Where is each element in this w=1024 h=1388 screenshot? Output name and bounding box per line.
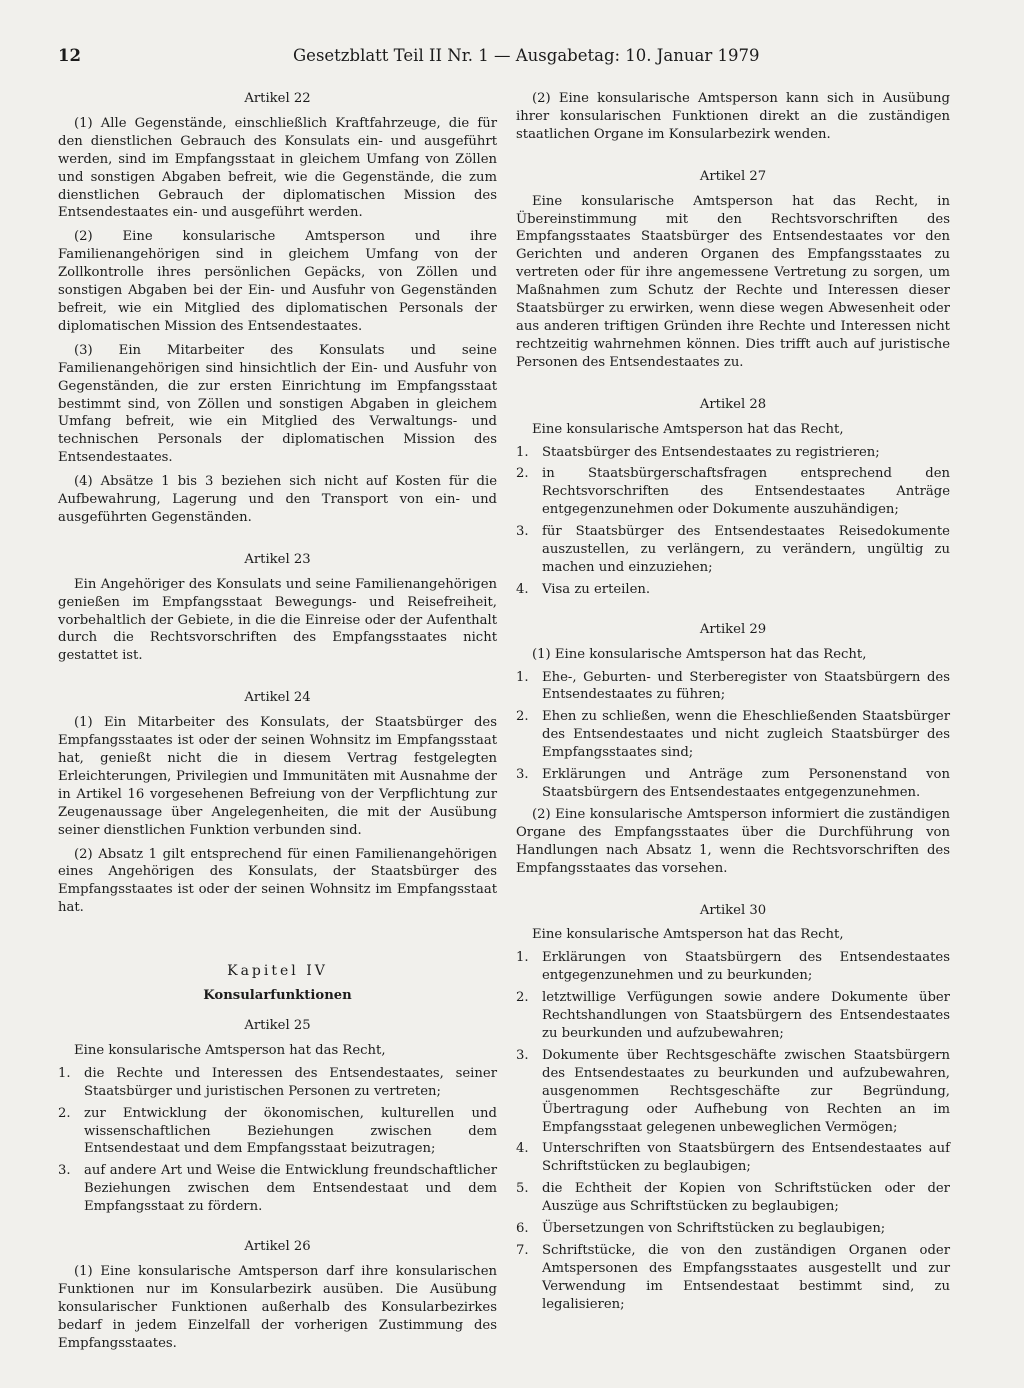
- chapter-label: Kapitel IV: [227, 963, 328, 980]
- list-item-text: in Staatsbürgerschaftsfragen entsprechend den Rechtsvorschriften des Entsendestaates Anträge entgegenzunehmen oder Dokumente auszuhändigen;: [542, 466, 950, 518]
- list-item: [516, 581, 950, 599]
- list-item-text: zur Entwicklung der ökonomischen, kulturellen und wissenschaftlichen Beziehungen zwischen dem Entsendestaat und dem Empfangsstaat beizutragen;: [84, 1105, 497, 1157]
- list-item: [516, 669, 950, 705]
- list-item-number: 1.: [516, 669, 529, 685]
- article-29-paragraph-2: (2) Eine konsularische Amtsperson informiert die zuständigen Organe des Empfangsstaates über die Durchführung von Handlungen nach Absatz 1, wenn die Rechtsvorschriften des Empfangsstaates das vorsehen.: [516, 806, 950, 876]
- list-item: [516, 523, 950, 577]
- article-26-paragraph-1: (1) Eine konsularische Amtsperson darf ihre konsularischen Funktionen nur im Konsularbezirk ausüben. Die Ausübung konsularischer Funktionen außerhalb des Konsularbezirkes bedarf in jedem Einzelfall der vorherigen Zustimmung des Empfangsstaates.: [58, 1263, 497, 1351]
- article-24-heading: Artikel 24: [244, 690, 311, 706]
- list-item: [58, 1105, 497, 1159]
- article-25-intro: Eine konsularische Amtsperson hat das Recht,: [74, 1042, 386, 1058]
- article-22-paragraph-3: (3) Ein Mitarbeiter des Konsulats und seine Familienangehörigen sind hinsichtlich der Ein- und Ausfuhr von Gegenständen, die zur ersten Einrichtung im Empfangsstaat bestimmt sind, von Zöllen und sonstigen Abgaben in gleichem Umfang befreit, wie ein Mitglied des Verwaltungs- und technischen Personals der diplomatischen Mission des Entsendestaates.: [58, 342, 497, 466]
- page-number: 12: [58, 46, 81, 65]
- list-item-number: 2.: [516, 466, 529, 482]
- list-item-number: 1.: [58, 1065, 71, 1081]
- article-28-intro: Eine konsularische Amtsperson hat das Recht,: [532, 421, 844, 437]
- list-item: [516, 989, 950, 1043]
- list-item-number: 1.: [516, 444, 529, 460]
- right-column: [516, 90, 950, 1318]
- list-item: [516, 949, 950, 985]
- chapter-title: Konsularfunktionen: [203, 988, 352, 1004]
- list-item-text: Ehe-, Geburten- und Sterberegister von Staatsbürgern des Entsendestaates zu führen;: [542, 669, 950, 703]
- article-30-intro: Eine konsularische Amtsperson hat das Recht,: [532, 927, 844, 943]
- list-item: [516, 708, 950, 762]
- list-item: [516, 1220, 950, 1238]
- article-27-paragraph-1: Eine konsularische Amtsperson hat das Recht, in Übereinstimmung mit den Rechtsvorschriften des Empfangsstaates Staatsbürger des Entsendestaates vor den Gerichten und anderen Organen des Empfangsstaates zu vertreten oder für ihre angemessene Vertretung zu sorgen, um Maßnahmen zum Schutz der Rechte und Interessen dieser Staatsbürger zu erwirken, wenn diese wegen Abwesenheit oder aus anderen triftigen Gründen ihre Rechte und Interessen nicht rechtzeitig wahrnehmen können. Dies trifft auch auf juristische Personen des Entsendestaates zu.: [516, 193, 950, 370]
- list-item: [516, 1140, 950, 1176]
- article-29-intro: (1) Eine konsularische Amtsperson hat das Recht,: [532, 646, 867, 662]
- list-item-text: die Echtheit der Kopien von Schriftstücken oder der Auszüge aus Schriftstücken zu beglaubigen;: [542, 1181, 950, 1215]
- list-item: [516, 766, 950, 802]
- list-item: [58, 1162, 497, 1216]
- article-22-paragraph-1: (1) Alle Gegenstände, einschließlich Kraftfahrzeuge, die für den dienstlichen Gebrauch des Konsulats ein- und ausgeführt werden, sind im Empfangsstaat in gleichem Umfang von Zöllen und sonstigen Abgaben befreit, wie die Gegenstände, die zum dienstlichen Gebrauch der diplomatischen Mission des Entsendestaates ein- und ausgeführt werden.: [58, 115, 497, 221]
- list-item-number: 2.: [516, 990, 529, 1006]
- list-item-number: 3.: [58, 1163, 71, 1179]
- list-item: [516, 1047, 950, 1137]
- list-item-text: Erklärungen und Anträge zum Personenstand von Staatsbürgern des Entsendestaates entgegenzunehmen.: [542, 767, 950, 800]
- article-22-heading: Artikel 22: [244, 91, 311, 106]
- article-26-heading: Artikel 26: [244, 1239, 311, 1255]
- list-item-text: Staatsbürger des Entsendestaates zu registrieren;: [542, 444, 880, 460]
- list-item-text: Erklärungen von Staatsbürgern des Entsendestaates entgegenzunehmen und zu beurkunden;: [542, 950, 950, 984]
- article-28-heading: Artikel 28: [699, 396, 767, 412]
- article-22-paragraph-4: (4) Absätze 1 bis 3 beziehen sich nicht auf Kosten für die Aufbewahrung, Lagerung und den Transport von ein- und ausgeführten Gegenständen.: [58, 474, 497, 525]
- list-item-number: 4.: [516, 1141, 529, 1157]
- article-25-heading: Artikel 25: [244, 1017, 311, 1033]
- list-item: [58, 1065, 497, 1101]
- list-item: [516, 1180, 950, 1216]
- article-24-paragraph-2: (2) Absatz 1 gilt entsprechend für einen Familienangehörigen eines Angehörigen des Konsulats, der Staatsbürger des Empfangsstaates ist oder der seinen Wohnsitz im Empfangsstaat hat.: [58, 846, 497, 916]
- list-item-number: 5.: [516, 1181, 529, 1197]
- list-item-text: Schriftstücke, die von den zuständigen Organen oder Amtspersonen des Empfangsstaates ausgestellt und zur Verwendung im Entsendestaat bestimmt sind, zu legalisieren;: [542, 1242, 950, 1312]
- page-header: [58, 46, 958, 72]
- article-29-heading: Artikel 29: [699, 621, 767, 637]
- list-item-text: Dokumente über Rechtsgeschäfte zwischen Staatsbürgern des Entsendestaates zu beurkunden und aufzubewahren, ausgenommen Rechtsgeschäfte zur Begründung, Übertragung oder Aufhebung von Rechten an im Empfangsstaat gelegenen unbeweglichen Vermögen;: [542, 1047, 950, 1135]
- article-27-heading: Artikel 27: [699, 168, 767, 184]
- list-item-text: Übersetzungen von Schriftstücken zu beglaubigen;: [542, 1221, 886, 1237]
- list-item-number: 1.: [516, 950, 529, 966]
- list-item-number: 7.: [516, 1242, 529, 1258]
- list-item-text: für Staatsbürger des Entsendestaates Reisedokumente auszustellen, zu verlängern, zu verändern, ungültig zu machen und einzuziehen;: [542, 524, 950, 575]
- list-item-number: 2.: [58, 1105, 71, 1121]
- list-item-text: Unterschriften von Staatsbürgern des Entsendestaates auf Schriftstücken zu beglaubigen;: [542, 1141, 950, 1175]
- list-item-number: 4.: [516, 581, 529, 597]
- article-30-heading: Artikel 30: [699, 902, 767, 918]
- list-item-number: 3.: [516, 524, 529, 540]
- left-column: [58, 90, 497, 1358]
- article-26-paragraph-2: (2) Eine konsularische Amtsperson kann sich in Ausübung ihrer konsularischen Funktionen direkt an die zuständigen staatlichen Organe im Konsularbezirk wenden.: [516, 91, 950, 142]
- gazette-title: Gesetzblatt Teil II Nr. 1 — Ausgabetag: 10. Januar 1979: [293, 46, 760, 65]
- list-item: [516, 465, 950, 519]
- list-item-number: 3.: [516, 1047, 529, 1063]
- list-item-text: Visa zu erteilen.: [542, 581, 651, 597]
- list-item-number: 2.: [516, 709, 529, 725]
- list-item-number: 3.: [516, 767, 529, 783]
- article-24-paragraph-1: (1) Ein Mitarbeiter des Konsulats, der Staatsbürger des Empfangsstaates ist oder der seinen Wohnsitz im Empfangsstaat hat, genießt nicht die in diesem Vertrag festgelegten Erleichterungen, Privilegien und Immunitäten mit Ausnahme der in Artikel 16 vorgesehenen Befreiung von der Verpflichtung zur Zeugenaussage über Angelegenheiten, die mit der Ausübung seiner dienstlichen Funktion verbunden sind.: [58, 715, 497, 838]
- article-23-heading: Artikel 23: [244, 551, 311, 567]
- article-22-paragraph-2: (2) Eine konsularische Amtsperson und ihre Familienangehörigen sind in gleichem Umfang von der Zollkontrolle ihres persönlichen Gepäcks, von Zöllen und sonstigen Abgaben bei der Ein- und Ausfuhr von Gegenständen befreit, wie ein Mitglied des diplomatischen Personals der diplomatischen Mission des Entsendestaates.: [58, 229, 497, 334]
- list-item-text: Ehen zu schließen, wenn die Eheschließenden Staatsbürger des Entsendestaates und nicht zugleich Staatsbürger des Empfangsstaates sind;: [542, 709, 950, 761]
- list-item: [516, 444, 950, 462]
- list-item: [516, 1242, 950, 1314]
- list-item-text: die Rechte und Interessen des Entsendestaates, seiner Staatsbürger und juristischen Personen zu vertreten;: [84, 1065, 497, 1099]
- list-item-text: auf andere Art und Weise die Entwicklung freundschaftlicher Beziehungen zwischen dem Entsendestaat und dem Empfangsstaat zu fördern.: [84, 1163, 497, 1215]
- list-item-text: letztwillige Verfügungen sowie andere Dokumente über Rechtshandlungen von Staatsbürgern des Entsendestaates zu beurkunden und aufzubewahren;: [542, 990, 950, 1041]
- list-item-number: 6.: [516, 1221, 529, 1237]
- article-23-paragraph-1: Ein Angehöriger des Konsulats und seine Familienangehörigen genießen im Empfangsstaat Bewegungs- und Reisefreiheit, vorbehaltlich der Gebiete, in die die Einreise oder der Aufenthalt durch die Rechtsvorschriften des Empfangsstaates nicht gestattet ist.: [58, 576, 497, 664]
